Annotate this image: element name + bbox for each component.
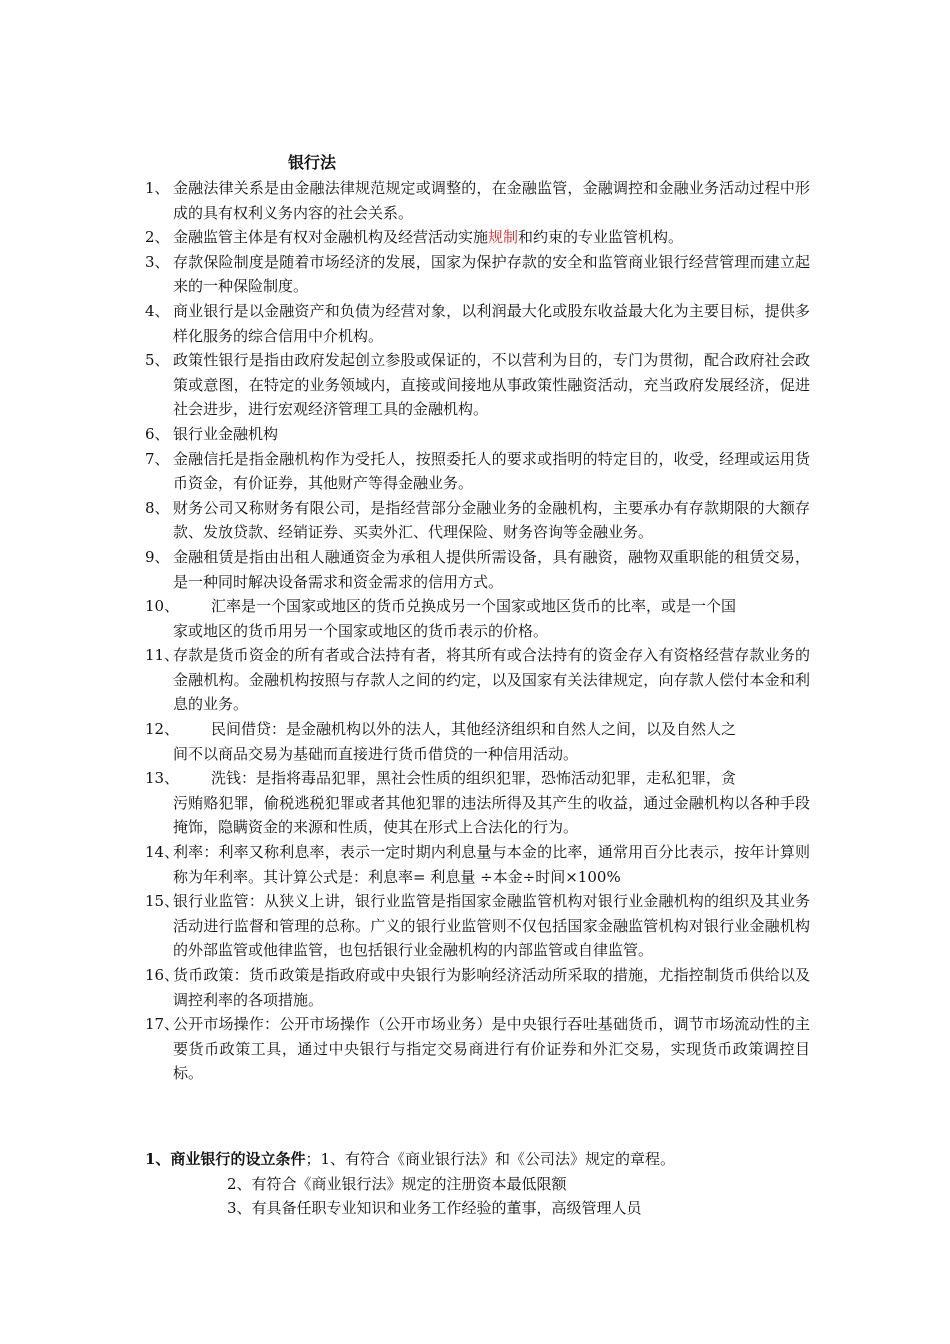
item-number: 1、	[145, 179, 170, 197]
list-item	[145, 422, 810, 447]
condition-1: 1、有符合《商业银行法》和《公司法》规定的章程。	[320, 1150, 676, 1168]
list-item	[145, 840, 810, 889]
item-text: 银行业金融机构	[173, 424, 279, 443]
item-number: 15、	[145, 892, 180, 911]
item-text: 财务公司又称财务有限公司，是指经营部分金融业务的金融机构，主要承办有存款期限的大额存款、发放贷款、经销证券、买卖外汇、代理保险、财务咨询等金融业务。	[173, 498, 810, 542]
item-number: 2、	[145, 228, 170, 247]
item-text: 银行业监管：从狭义上讲，银行业监管是指国家金融监管机构对银行业金融机构的组织及其业务活动进行监督和管理的总称。广义的银行业监管则不仅包括国家金融监管机构对银行业金融机构的外部监管或他律监管，也包括银行业金融机构的内部监管或自律监管。	[173, 892, 810, 960]
item-text	[173, 766, 810, 840]
item-text-continuation: 污贿赂犯罪，偷税逃税犯罪或者其他犯罪的违法所得及其产生的收益，通过金融机构以各种手段掩饰，隐瞒资金的来源和性质，使其在形式上合法化的行为。	[173, 793, 810, 837]
item-text-continuation: 间不以商品交易为基础而直接进行货币借贷的一种信用活动。	[173, 744, 579, 763]
doc-title: 银行法	[288, 153, 337, 172]
item-number: 14、	[145, 843, 180, 862]
item-number: 3、	[145, 252, 170, 271]
item-number: 11、	[145, 646, 180, 665]
item-number: 8、	[145, 498, 170, 517]
highlight-word: 规制	[488, 228, 519, 247]
item-number: 7、	[145, 449, 170, 468]
item-text-continuation: 家或地区的货币用另一个国家或地区的货币表示的价格。	[173, 621, 549, 640]
item-number: 6、	[145, 424, 170, 443]
item-text: 金融法律关系是由金融法律规范规定或调整的，在金融监管，金融调控和金融业务活动过程中形成的具有权利义务内容的社会关系。	[173, 179, 810, 222]
conditions-heading: 1、商业银行的设立条件	[145, 1150, 306, 1168]
item-text-pre: 金融监管主体是有权对金融机构及经营活动实施	[173, 228, 489, 247]
item-text-first-line: 汇率是一个国家或地区的货币兑换成另一个国家或地区货币的比率，或是一个国	[211, 597, 737, 616]
list-item	[145, 643, 810, 717]
list-item	[145, 963, 810, 1012]
item-number: 16、	[145, 966, 180, 984]
definition-list	[145, 176, 810, 1086]
list-item	[145, 225, 810, 250]
item-text	[173, 594, 810, 643]
item-text: 商业银行是以金融资产和负债为经营对象，以利润最大化或股东收益最大化为主要目标，提供多样化服务的综合信用中介机构。	[173, 301, 810, 345]
list-item	[145, 496, 810, 545]
item-number: 10、	[145, 597, 180, 616]
item-number: 5、	[145, 351, 170, 370]
list-item	[145, 594, 810, 643]
item-number: 13、	[145, 769, 180, 788]
list-item	[145, 250, 810, 299]
bank-establishment-conditions	[145, 1147, 810, 1221]
item-text: 利率：利率又称利息率，表示一定时期内利息量与本金的比率，通常用百分比表示，按年计算则称为年利率。其计算公式是：利息率= 利息量 ÷本金÷时间×100%	[173, 843, 810, 886]
item-text-post: 和约束的专业监管机构。	[518, 228, 684, 247]
item-text: 政策性银行是指由政府发起创立参股或保证的，不以营利为目的，专门为贯彻，配合政府社会政策或意图，在特定的业务领域内，直接或间接地从事政策性融资活动，充当政府发展经济，促进社会进步，进行宏观经济管理工具的金融机构。	[173, 351, 810, 419]
list-item	[145, 447, 810, 496]
item-text-first-line: 洗钱：是指将毒品犯罪，黑社会性质的组织犯罪，恐怖活动犯罪，走私犯罪，贪	[211, 769, 737, 788]
item-text: 金融信托是指金融机构作为受托人，按照委托人的要求或指明的特定目的，收受，经理或运用货币资金，有价证券，其他财产等得金融业务。	[173, 449, 810, 493]
item-text: 货币政策：货币政策是指政府或中央银行为影响经济活动所采取的措施，尤指控制货币供给以及调控利率的各项措施。	[173, 966, 810, 1009]
item-text: 金融租赁是指由出租人融通资金为承租人提供所需设备，具有融资，融物双重职能的租赁交易，是一种同时解决设备需求和资金需求的信用方式。	[173, 547, 810, 591]
item-number: 17、	[145, 1015, 180, 1034]
list-item	[145, 1012, 810, 1086]
item-text: 存款是货币资金的所有者或合法持有者，将其所有或合法持有的资金存入有资格经营存款业务的金融机构。金融机构按照与存款人之间的约定，以及国家有关法律规定，向存款人偿付本金和利息的业务。	[173, 646, 810, 714]
item-text: 公开市场操作：公开市场操作（公开市场业务）是中央银行吞吐基础货币，调节市场流动性的主要货币政策工具，通过中央银行与指定交易商进行有价证券和外汇交易，实现货币政策调控目标。	[173, 1015, 810, 1083]
list-item	[145, 176, 810, 225]
item-number: 12、	[145, 720, 180, 739]
item-text	[173, 717, 810, 766]
list-item	[145, 889, 810, 963]
list-item	[145, 545, 810, 594]
item-number: 4、	[145, 301, 170, 320]
list-item	[145, 348, 810, 422]
list-item	[145, 299, 810, 348]
list-item	[145, 717, 810, 766]
list-item	[145, 766, 810, 840]
item-text-first-line: 民间借贷：是金融机构以外的法人，其他经济组织和自然人之间，以及自然人之	[211, 720, 737, 739]
conditions-first-line	[145, 1147, 810, 1172]
condition-3: 3、有具备任职专业知识和业务工作经验的董事，高级管理人员	[227, 1199, 642, 1218]
condition-2: 2、有符合《商业银行法》规定的注册资本最低限额	[227, 1174, 567, 1193]
conditions-separator: ；	[305, 1150, 321, 1168]
item-text	[173, 225, 810, 250]
item-number: 9、	[145, 547, 170, 566]
item-text: 存款保险制度是随着市场经济的发展，国家为保护存款的安全和监管商业银行经营管理而建立起来的一种保险制度。	[173, 252, 810, 296]
